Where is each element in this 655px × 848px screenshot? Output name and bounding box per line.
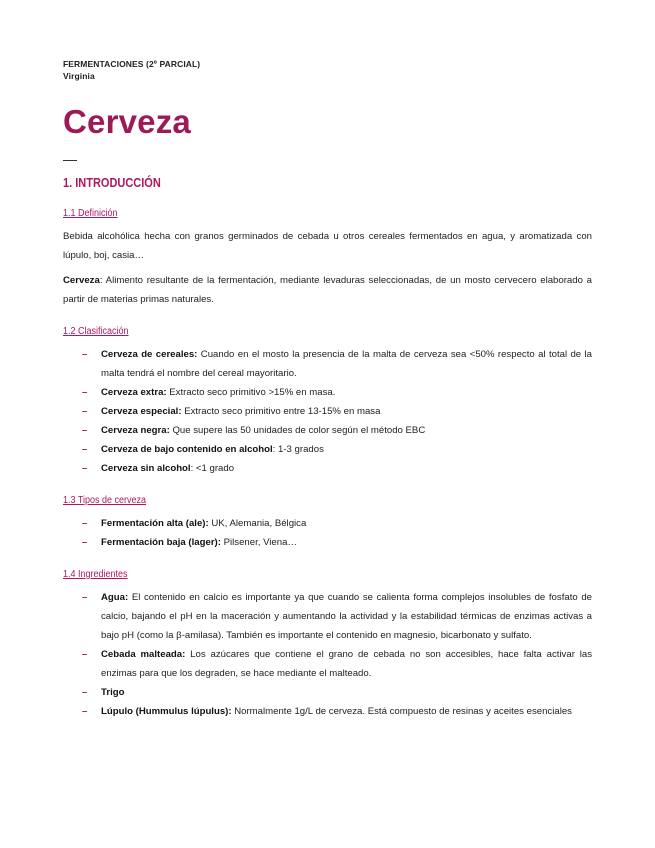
dash-bullet-icon: – <box>82 518 88 529</box>
list-item-text: El contenido en calcio es importante ya que cuando se calienta forma complejos insolubles de fosfato de calcio, bajando el pH en la maceración y aumentando la actividad y la estabilidad térmicas de enzimas activas a bajo pH (como la β-amilasa). También es importante el contenido en magnesio, bicarbonato y sulfato. <box>101 592 592 641</box>
list-item-term: Fermentación baja (lager): <box>101 537 221 548</box>
list-item-text: Los azúcares que contiene el grano de cebada no son accesibles, hace falta activar las enzimas para que los degraden, se hace mediante el malteado. <box>101 649 593 679</box>
list-item-term: Cebada malteada: <box>101 649 186 660</box>
document-title: Cerveza <box>63 103 191 140</box>
dash-bullet-icon: – <box>82 387 88 398</box>
list-item-term: Agua: <box>101 592 129 603</box>
list-item-text: Cuando en el mosto la presencia de la malta de cerveza sea <50% respecto al total de la malta tendrá el nombre del cereal mayoritario. <box>101 349 592 379</box>
dash-bullet-icon: – <box>82 425 88 436</box>
dash-bullet-icon: – <box>82 687 88 698</box>
clasificacion-list <box>63 345 592 478</box>
subsection-heading-tipos: 1.3 Tipos de cerveza <box>63 495 147 506</box>
list-item-term: Cerveza de bajo contenido en alcohol <box>101 444 273 455</box>
cerveza-definition-paragraph <box>63 271 592 309</box>
dash-bullet-icon: – <box>82 349 88 360</box>
list-item-term: Cerveza especial: <box>101 406 182 417</box>
dash-bullet-icon: – <box>82 649 88 660</box>
subsection-heading-definicion: 1.1 Definición <box>63 208 118 219</box>
subsection-heading-clasificacion: 1.2 Clasificación <box>63 326 129 337</box>
list-item <box>63 588 592 645</box>
dash-bullet-icon: – <box>82 444 88 455</box>
author-name: Virginia <box>63 71 95 81</box>
list-item <box>63 440 592 459</box>
list-item-term: Cerveza negra: <box>101 425 170 436</box>
list-item-text: Normalmente 1g/L de cerveza. Está compuesto de resinas y aceites esenciales <box>231 706 572 717</box>
list-item-text: Que supere las 50 unidades de color según el método EBC <box>169 425 426 436</box>
list-item <box>63 383 592 402</box>
list-item <box>63 702 592 721</box>
definition-text: : Alimento resultante de la fermentación, mediante levaduras seleccionadas, de un mosto cervecero elaborado a partir de materias primas naturales. <box>63 275 592 305</box>
dash-bullet-icon: – <box>82 592 88 603</box>
list-item-text: Pilsener, Viena… <box>220 537 298 548</box>
list-item-text: UK, Alemania, Bélgica <box>208 518 307 529</box>
ingredientes-list <box>63 588 592 721</box>
title-divider <box>63 160 77 161</box>
list-item <box>63 645 592 683</box>
section-heading-introduccion: 1. INTRODUCCIÓN <box>63 176 161 190</box>
list-item-text: : <1 grado <box>190 463 235 474</box>
definition-paragraph: Bebida alcohólica hecha con granos germinados de cebada u otros cereales fermentados en agua, y aromatizada con lúpulo, boj, casia… <box>63 231 592 261</box>
list-item <box>63 402 592 421</box>
list-item <box>63 514 592 533</box>
dash-bullet-icon: – <box>82 406 88 417</box>
dash-bullet-icon: – <box>82 463 88 474</box>
subsection-heading-ingredientes: 1.4 Ingredientes <box>63 569 128 580</box>
list-item-term: Trigo <box>101 687 125 698</box>
list-item <box>63 683 592 702</box>
dash-bullet-icon: – <box>82 706 88 717</box>
course-header: FERMENTACIONES (2º PARCIAL) <box>63 59 201 69</box>
list-item <box>63 459 592 478</box>
list-item <box>63 345 592 383</box>
list-item-text: Extracto seco primitivo >15% en masa. <box>166 387 336 398</box>
list-item-term: Cerveza extra: <box>101 387 167 398</box>
document-page <box>63 58 592 721</box>
list-item <box>63 421 592 440</box>
list-item-term: Cerveza sin alcohol <box>101 463 191 474</box>
list-item-text: : 1-3 grados <box>272 444 324 455</box>
list-item <box>63 533 592 552</box>
definition-term: Cerveza <box>63 275 100 286</box>
tipos-list <box>63 514 592 552</box>
list-item-term: Cerveza de cereales: <box>101 349 198 360</box>
list-item-term: Lúpulo (Hummulus lúpulus): <box>101 706 232 717</box>
dash-bullet-icon: – <box>82 537 88 548</box>
list-item-text: Extracto seco primitivo entre 13-15% en masa <box>181 406 381 417</box>
list-item-term: Fermentación alta (ale): <box>101 518 209 529</box>
